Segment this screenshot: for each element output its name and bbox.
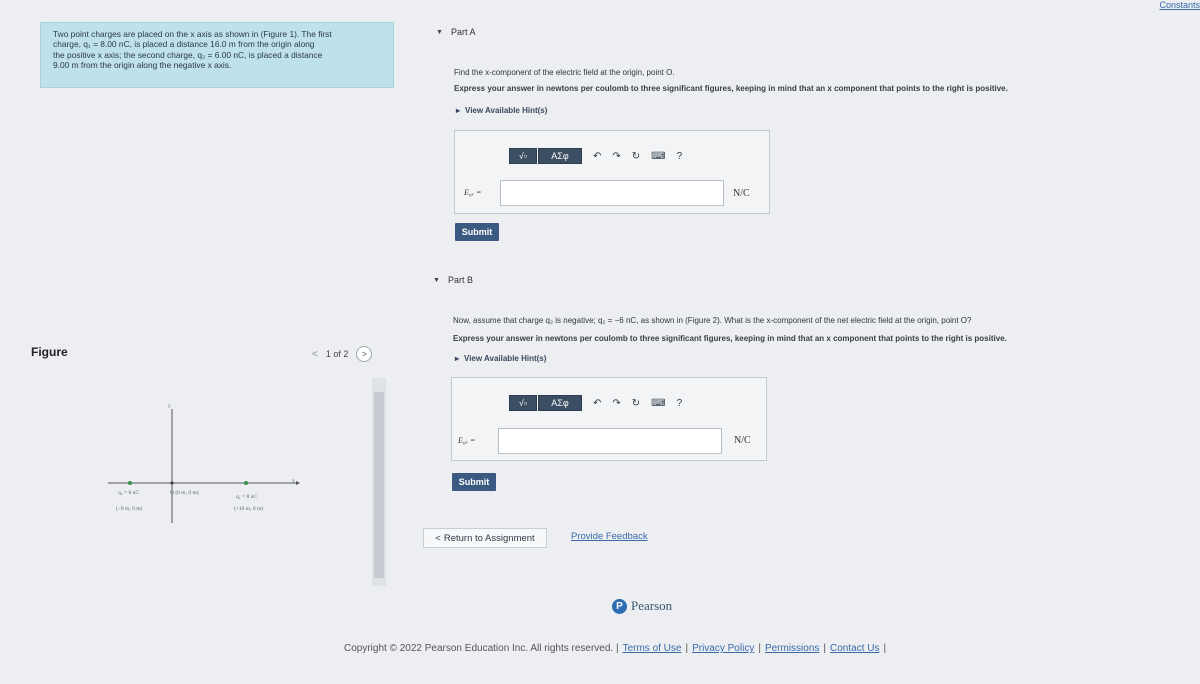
terms-link[interactable]: Terms of Use [622,643,682,654]
part-b-header[interactable] [433,275,473,285]
chevron-right-icon[interactable]: > [356,346,372,362]
part-a-instruction: Express your answer in newtons per coulomb to three significant figures, keeping in mind that an x component that points to the right is positive. [454,84,1008,93]
origin-label: O (0 m, 0 m) [170,490,199,496]
figure-title: Figure [31,345,68,359]
part-a-question: Find the x-component of the electric field at the origin, point O. [454,68,675,77]
template-button[interactable]: √▫ [509,148,537,164]
chevron-left-icon: < [435,532,441,544]
problem-statement [40,22,394,88]
undo-icon[interactable]: ↶ [593,397,602,409]
permissions-link[interactable]: Permissions [764,643,820,654]
problem-line: charge, q₁ = 8.00 nC, is placed a distance 16.0 m from the origin along [53,39,315,50]
pearson-logo-icon: P [612,599,627,614]
redo-icon[interactable]: ↷ [612,397,621,409]
part-b-submit-button[interactable]: Submit [452,473,496,491]
part-b-math-toolbar [509,395,682,411]
template-button[interactable]: √▫ [509,395,537,411]
part-b-eq-label: E₀ₓ = [458,436,476,445]
q2-coordinate: (−9 m, 0 m) [116,506,143,512]
privacy-link[interactable]: Privacy Policy [692,643,755,654]
greek-symbols-button[interactable]: ΑΣφ [538,148,582,164]
part-b-units: N/C [734,435,751,446]
q1-coordinate: (+16 m, 0 m) [234,506,264,512]
provide-feedback-link[interactable]: Provide Feedback [571,531,648,542]
x-axis-label: x [292,478,295,484]
constants-link[interactable]: Constants [1159,0,1200,10]
part-b-hint-toggle[interactable] [455,354,546,363]
reset-icon[interactable]: ↻ [631,397,641,409]
footer-separator: | [883,643,887,654]
pearson-logo [612,598,672,614]
caret-right-icon: ▸ [456,106,461,115]
figure-pager [312,346,372,362]
part-a-math-toolbar [509,148,682,164]
problem-line: 9.00 m from the origin along the negative x axis. [53,60,232,71]
footer-separator: | [685,643,689,654]
footer-separator: | [823,643,827,654]
collapse-triangle-icon: ▼ [433,276,440,284]
help-icon[interactable]: ? [676,150,683,162]
part-b-title: Part B [447,275,473,285]
x-axis-arrow [296,481,300,485]
problem-line: Two point charges are placed on the x axis as shown in (Figure 1). The first [53,29,332,39]
help-icon[interactable]: ? [676,397,683,409]
q2-label: q₂ = 6 nC [118,490,140,496]
keyboard-icon[interactable]: ⌨ [651,150,666,162]
redo-icon[interactable]: ↷ [612,150,621,162]
pearson-wordmark: Pearson [631,598,673,613]
footer [344,643,886,654]
charge-q2 [128,481,132,485]
part-a-units: N/C [733,188,750,199]
footer-separator: | [758,643,761,654]
part-b-instruction: Express your answer in newtons per coulomb to three significant figures, keeping in mind that an x component that points to the right is positive. [453,334,1007,343]
keyboard-icon[interactable]: ⌨ [651,397,666,409]
undo-icon[interactable]: ↶ [593,150,602,162]
charge-q1 [244,481,248,485]
q1-label: q₁ = 8 nC [236,494,258,500]
part-a-hint-label: View Available Hint(s) [465,106,548,115]
part-a-header[interactable] [436,27,475,37]
collapse-triangle-icon: ▼ [436,28,443,36]
greek-symbols-button[interactable]: ΑΣφ [538,395,582,411]
pager-text: 1 of 2 [325,349,349,359]
caret-right-icon: ▸ [455,354,460,363]
copyright-text: Copyright © 2022 Pearson Education Inc. All rights reserved. | [344,643,619,654]
figure-scroll-thumb[interactable] [374,392,384,578]
part-b-answer-input[interactable] [498,428,722,454]
reset-icon[interactable]: ↻ [631,150,641,162]
contact-link[interactable]: Contact Us [830,643,880,654]
part-a-title: Part A [450,27,476,37]
part-a-eq-label: E₀ₓ = [464,188,482,197]
part-a-hint-toggle[interactable] [456,106,547,115]
y-axis-label: y [168,403,171,409]
part-b-question: Now, assume that charge q₂ is negative; q₂ = −6 nC, as shown in (Figure 2). What is the x-component of the net electric field at the origin, point O? [453,316,972,325]
return-to-assignment-button[interactable] [423,528,547,548]
origin-point [171,482,174,485]
part-a-answer-input[interactable] [500,180,724,206]
part-b-hint-label: View Available Hint(s) [464,354,547,363]
return-label: Return to Assignment [443,532,535,544]
chevron-left-icon[interactable]: < [312,348,318,360]
problem-line: the positive x axis; the second charge, q₂ = 6.00 nC, is placed a distance [53,49,323,60]
part-a-submit-button[interactable]: Submit [455,223,499,241]
